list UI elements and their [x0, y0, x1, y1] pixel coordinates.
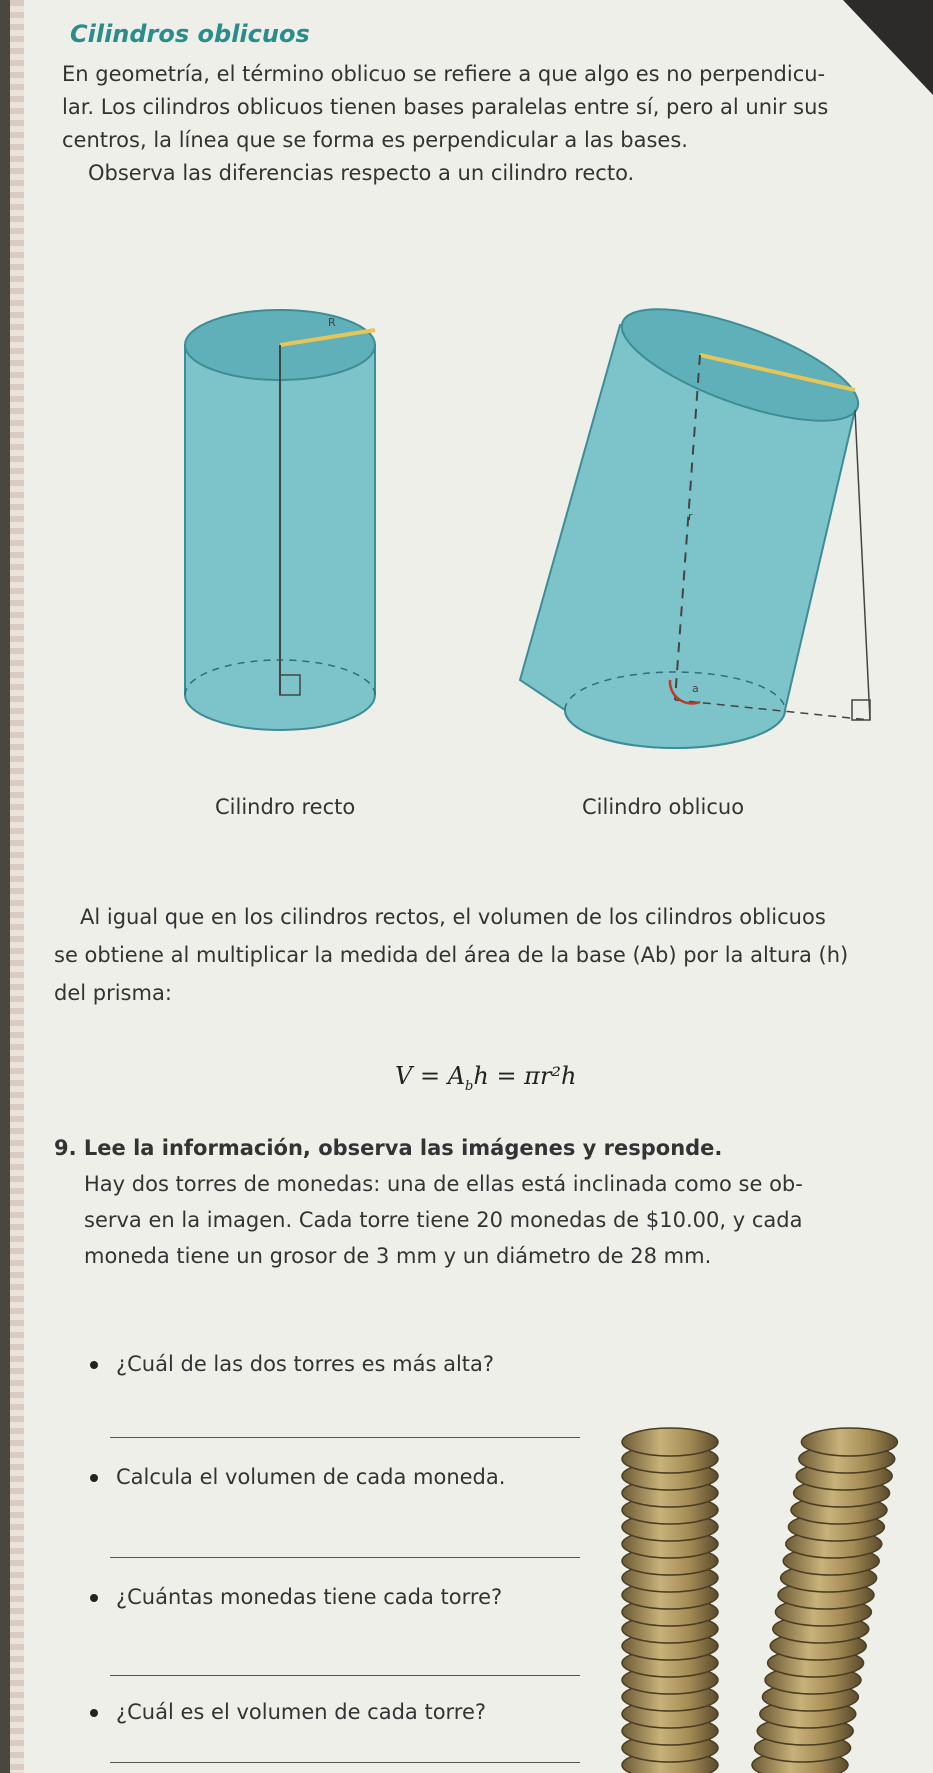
exercise-line-3: moneda tiene un grosor de 3 mm y un diámetro de 28 mm.	[84, 1244, 712, 1268]
bullet-icon	[90, 1709, 98, 1717]
bullet-icon	[90, 1474, 98, 1482]
question-1: ¿Cuál de las dos torres es más alta?	[90, 1352, 494, 1376]
intro-line-3: centros, la línea que se forma es perpendicular a las bases.	[62, 128, 688, 152]
question-4: ¿Cuál es el volumen de cada torre?	[90, 1700, 486, 1724]
question-3: ¿Cuántas monedas tiene cada torre?	[90, 1585, 502, 1609]
volume-line-3: del prisma:	[54, 981, 172, 1005]
exercise-line-2: serva en la imagen. Cada torre tiene 20 monedas de $10.00, y cada	[84, 1208, 803, 1232]
angle-label: a	[692, 682, 699, 695]
bullet-icon	[90, 1361, 98, 1369]
answer-line-4[interactable]	[110, 1762, 580, 1763]
exercise-heading: 9. Lee la información, observa las imágenes y responde.	[54, 1136, 723, 1160]
leaning-coin-tower	[752, 1428, 897, 1773]
volume-paragraph	[54, 898, 914, 1012]
coin	[801, 1428, 897, 1456]
height-label: r	[688, 510, 693, 523]
exercise-block	[54, 1130, 914, 1274]
formula-lhs: V = A	[395, 1062, 466, 1090]
coin	[622, 1428, 718, 1456]
answer-line-3[interactable]	[110, 1675, 580, 1676]
straight-coin-tower	[622, 1428, 718, 1773]
formula-rhs: h = πr²h	[473, 1062, 577, 1090]
oblique-cylinder	[520, 287, 870, 748]
answer-line-1[interactable]	[110, 1437, 580, 1438]
formula-subscript: b	[465, 1078, 474, 1094]
coin-towers-image	[600, 1380, 900, 1773]
right-cylinder	[185, 310, 375, 730]
textbook-page	[10, 0, 933, 1773]
intro-line-2: lar. Los cilindros oblicuos tienen bases paralelas entre sí, pero al unir sus	[62, 95, 829, 119]
section-title: Cilindros oblicuos	[70, 20, 310, 48]
bullet-icon	[90, 1594, 98, 1602]
oblique-cylinder-caption: Cilindro oblicuo	[582, 795, 745, 819]
question-2: Calcula el volumen de cada moneda.	[90, 1465, 505, 1489]
volume-line-1: Al igual que en los cilindros rectos, el volumen de los cilindros oblicuos	[80, 905, 826, 929]
intro-paragraph	[62, 58, 892, 190]
answer-line-2[interactable]	[110, 1557, 580, 1558]
right-cylinder-caption: Cilindro recto	[215, 795, 356, 819]
intro-line-4: Observa las diferencias respecto a un cilindro recto.	[88, 161, 635, 185]
volume-formula	[395, 1062, 577, 1094]
radius-label: R	[328, 316, 336, 329]
exercise-line-1: Hay dos torres de monedas: una de ellas está inclinada como se ob-	[84, 1172, 803, 1196]
page-binding-edge	[10, 0, 24, 1773]
volume-line-2: se obtiene al multiplicar la medida del área de la base (Ab) por la altura (h)	[54, 943, 849, 967]
cylinders-figure	[180, 280, 880, 750]
intro-line-1: En geometría, el término oblicuo se refiere a que algo es no perpendicu-	[62, 62, 826, 86]
